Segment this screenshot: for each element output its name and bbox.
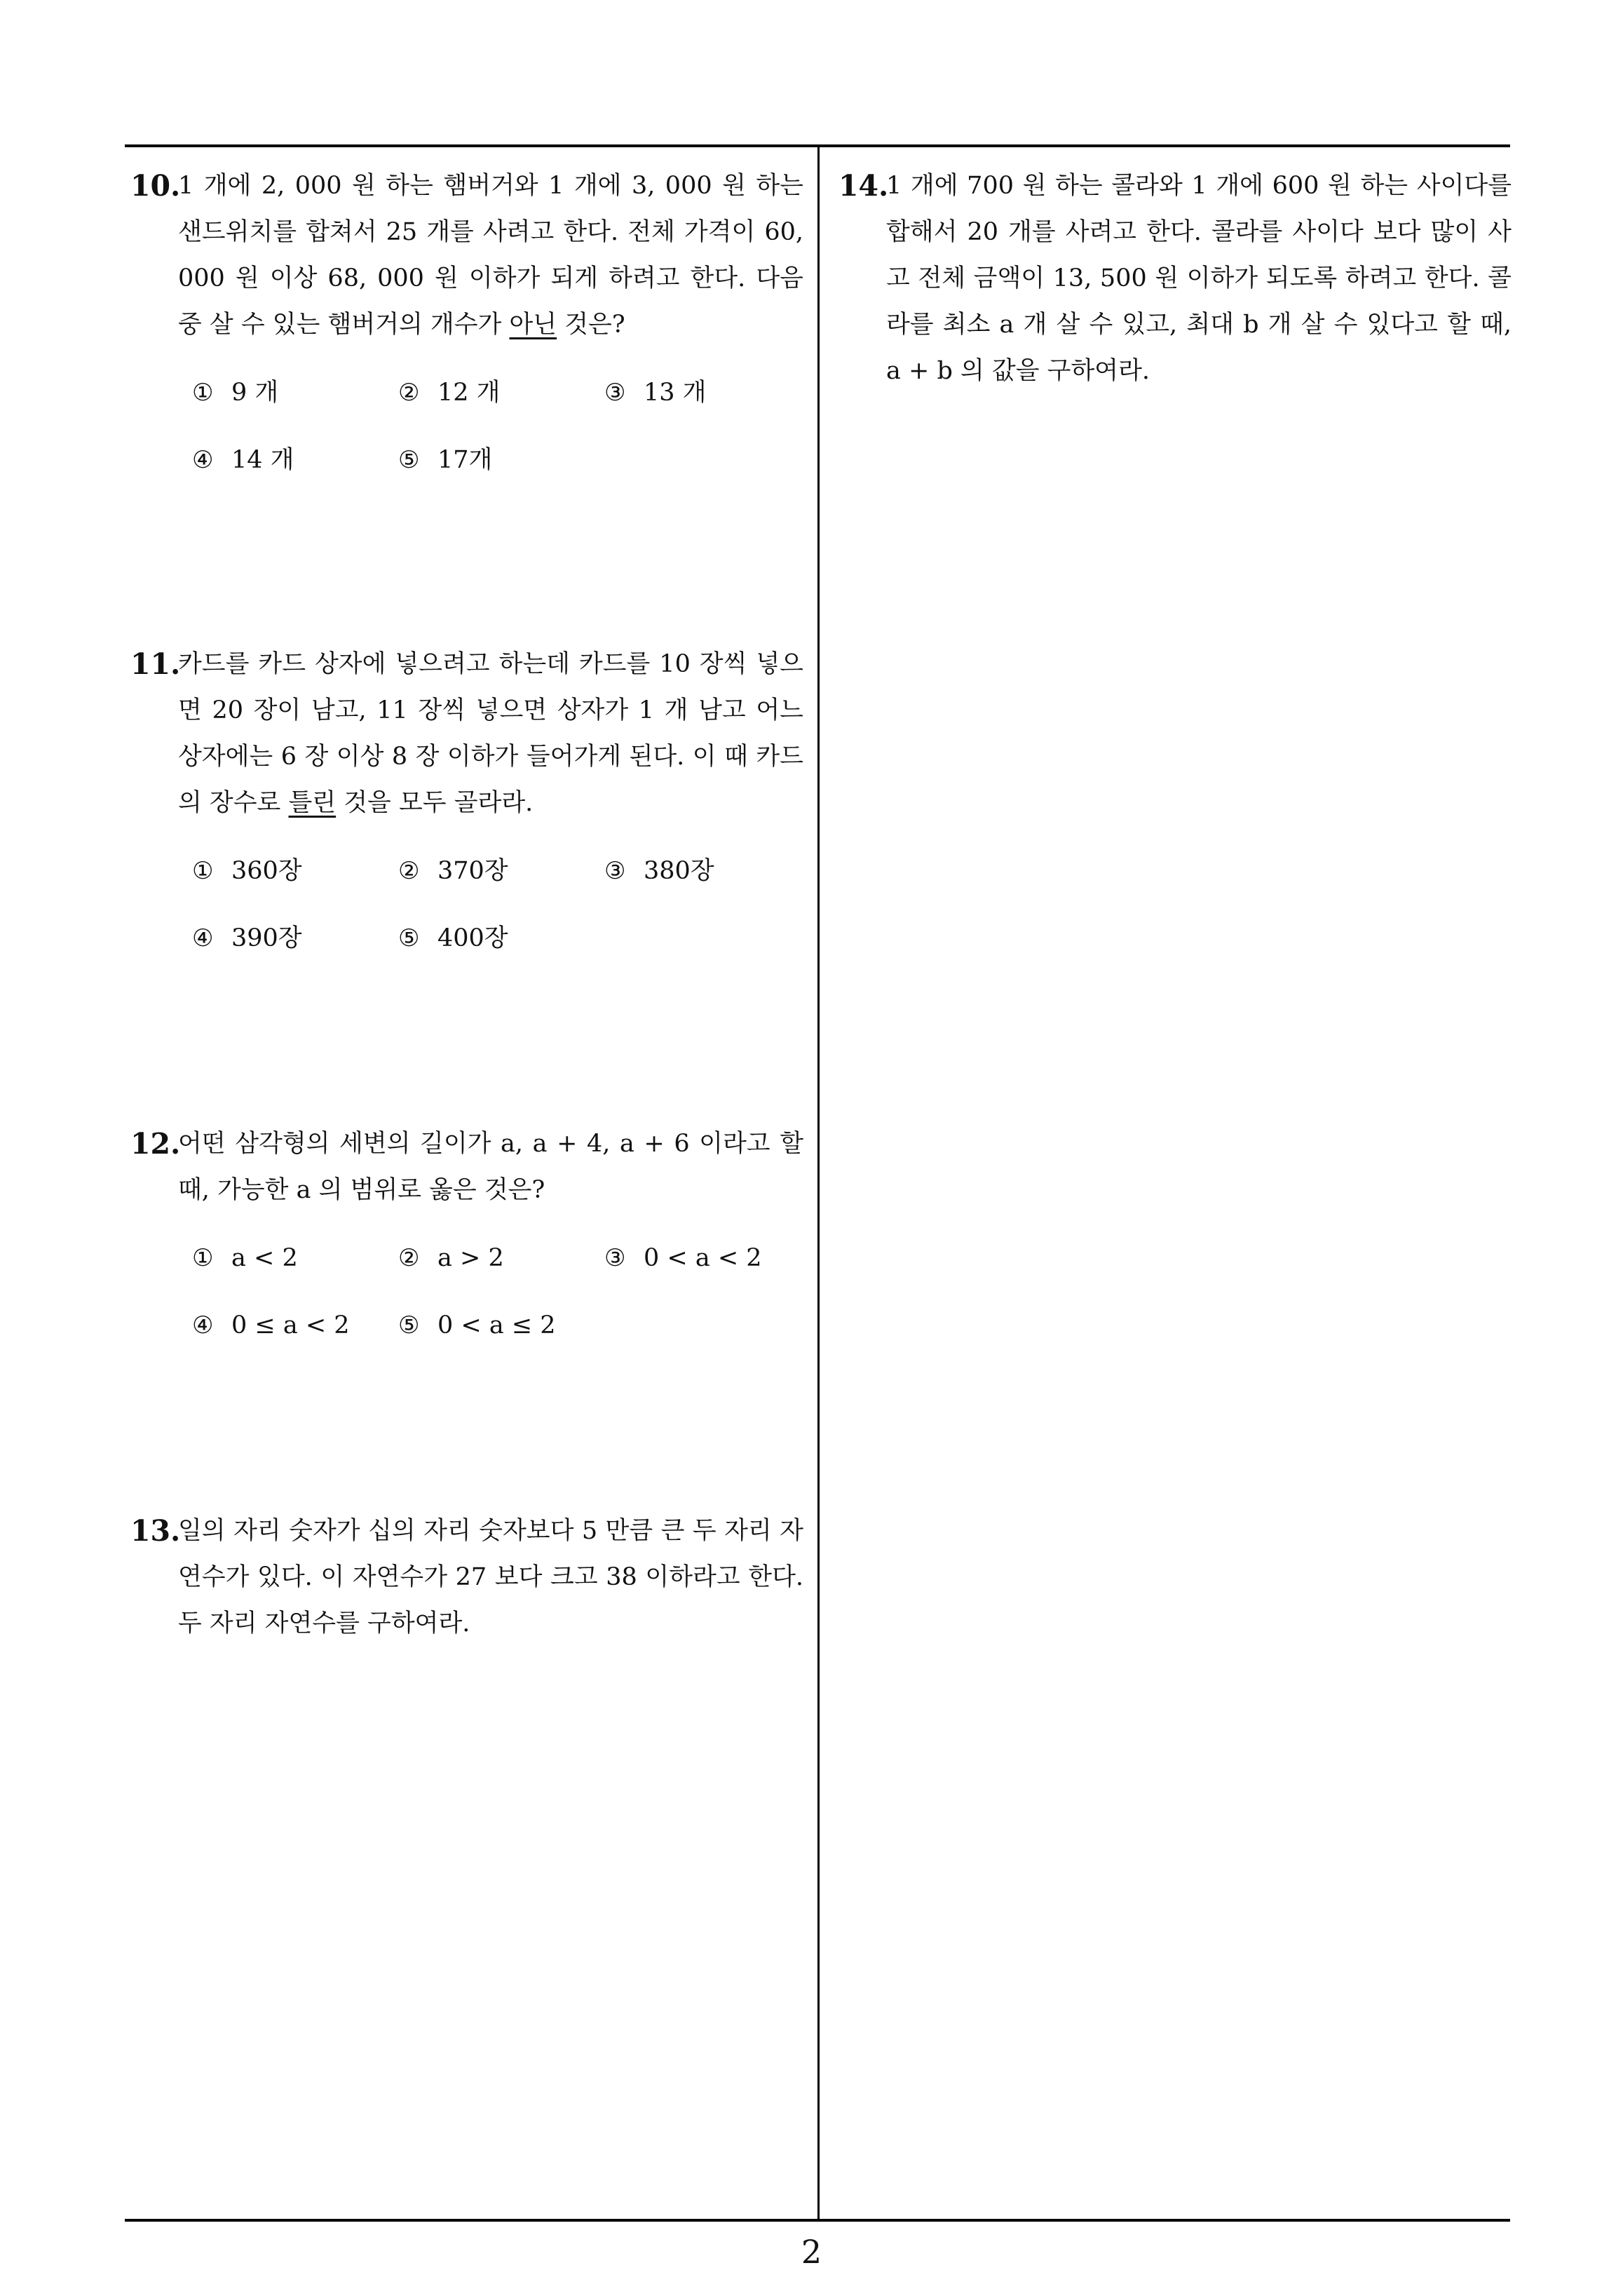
question-text — [178, 163, 803, 348]
choice-4[interactable] — [192, 1302, 398, 1349]
choice-marker: ② — [398, 379, 420, 407]
choice-marker: ② — [398, 857, 420, 885]
question-text-part: 1 개에 2, 000 원 하는 햄버거와 1 개에 3, 000 원 하는 샌드위치를 합쳐서 25 개를 사려고 한다. 전체 가격이 60, 000 원 이상 68, 000 원 이하가 되게 하려고 한다. 다음 중 살 수 있는 햄버거의 개수가 — [178, 172, 803, 339]
choice-label: a < 2 — [231, 1244, 298, 1272]
choice-label: 12 개 — [437, 379, 501, 407]
choice-1[interactable] — [192, 369, 398, 417]
choice-label: a > 2 — [437, 1244, 504, 1272]
answer-choices — [192, 369, 803, 484]
question-text: 일의 자리 숫자가 십의 자리 숫자보다 5 만큼 큰 두 자리 자연수가 있다. 이 자연수가 27 보다 크고 38 이하라고 한다. 두 자리 자연수를 구하여라. — [178, 1517, 803, 1637]
question-number: 12. — [130, 1127, 181, 1161]
bottom-rule — [125, 2219, 1510, 2222]
choice-2[interactable] — [398, 369, 604, 417]
choice-label: 0 < a < 2 — [644, 1244, 762, 1272]
question-number: 14. — [838, 169, 889, 203]
choice-marker: ① — [192, 857, 214, 885]
choice-5[interactable] — [398, 436, 604, 484]
choice-label: 360장 — [231, 857, 302, 885]
underlined-word: 아닌 — [509, 311, 557, 339]
choice-marker: ⑤ — [398, 1311, 420, 1339]
choice-label: 14 개 — [231, 446, 294, 474]
question-12 — [130, 1121, 803, 1349]
choice-5[interactable] — [398, 1302, 604, 1349]
choice-3[interactable] — [604, 847, 810, 895]
choice-marker: ③ — [604, 379, 626, 407]
choice-label: 17개 — [437, 446, 493, 474]
choice-label: 9 개 — [231, 379, 279, 407]
question-number: 13. — [130, 1514, 181, 1548]
choice-3[interactable] — [604, 369, 810, 417]
column-divider — [817, 144, 820, 2222]
choice-3[interactable] — [604, 1234, 810, 1282]
question-text: 1 개에 700 원 하는 콜라와 1 개에 600 원 하는 사이다를 합해서 20 개를 사려고 한다. 콜라를 사이다 보다 많이 사고 전체 금액이 13, 500 원 이하가 되도록 하려고 한다. 콜라를 최소 a 개 살 수 있고, 최대 b 개 살 수 있다고 할 때, a + b 의 값을 구하여라. — [886, 172, 1512, 385]
question-10 — [130, 163, 803, 484]
question-text-part: 카드를 카드 상자에 넣으려고 하는데 카드를 10 장씩 넣으면 20 장이 남고, 11 장씩 넣으면 상자가 1 개 남고 어느 상자에는 6 장 이상 8 장 이하가 들어가게 된다. 이 때 카드의 장수로 — [178, 650, 803, 817]
choice-marker: ③ — [604, 857, 626, 885]
choice-1[interactable] — [192, 847, 398, 895]
choice-marker: ① — [192, 379, 214, 407]
choice-4[interactable] — [192, 914, 398, 962]
choice-label: 400장 — [437, 924, 508, 952]
answer-choices — [192, 847, 803, 962]
choice-2[interactable] — [398, 847, 604, 895]
choice-2[interactable] — [398, 1234, 604, 1282]
choice-label: 13 개 — [644, 379, 707, 407]
choice-marker: ⑤ — [398, 446, 420, 474]
question-number: 10. — [130, 169, 181, 203]
choice-marker: ④ — [192, 446, 214, 474]
underlined-word: 틀린 — [288, 789, 337, 817]
question-11 — [130, 641, 803, 962]
question-14 — [838, 163, 1512, 394]
choice-marker: ④ — [192, 924, 214, 952]
choice-label: 0 < a ≤ 2 — [437, 1311, 556, 1339]
question-text — [178, 641, 803, 826]
choice-marker: ③ — [604, 1244, 626, 1272]
choice-label: 380장 — [644, 857, 714, 885]
choice-label: 390장 — [231, 924, 302, 952]
choice-marker: ② — [398, 1244, 420, 1272]
question-text-part: 것을 모두 골라라. — [336, 789, 534, 817]
question-13 — [130, 1508, 803, 1647]
choice-label: 0 ≤ a < 2 — [231, 1311, 350, 1339]
right-column — [838, 163, 1512, 394]
choice-label: 370장 — [437, 857, 508, 885]
choice-1[interactable] — [192, 1234, 398, 1282]
choice-4[interactable] — [192, 436, 398, 484]
left-column — [130, 163, 803, 1647]
choice-marker: ④ — [192, 1311, 214, 1339]
answer-choices — [192, 1234, 803, 1349]
page-number: 2 — [801, 2233, 822, 2271]
choice-marker: ⑤ — [398, 924, 420, 952]
question-number: 11. — [130, 647, 181, 681]
question-text: 어떤 삼각형의 세변의 길이가 a, a + 4, a + 6 이라고 할 때, 가능한 a 의 범위로 옳은 것은? — [178, 1130, 803, 1204]
choice-5[interactable] — [398, 914, 604, 962]
choice-marker: ① — [192, 1244, 214, 1272]
question-text-part: 것은? — [557, 311, 625, 339]
